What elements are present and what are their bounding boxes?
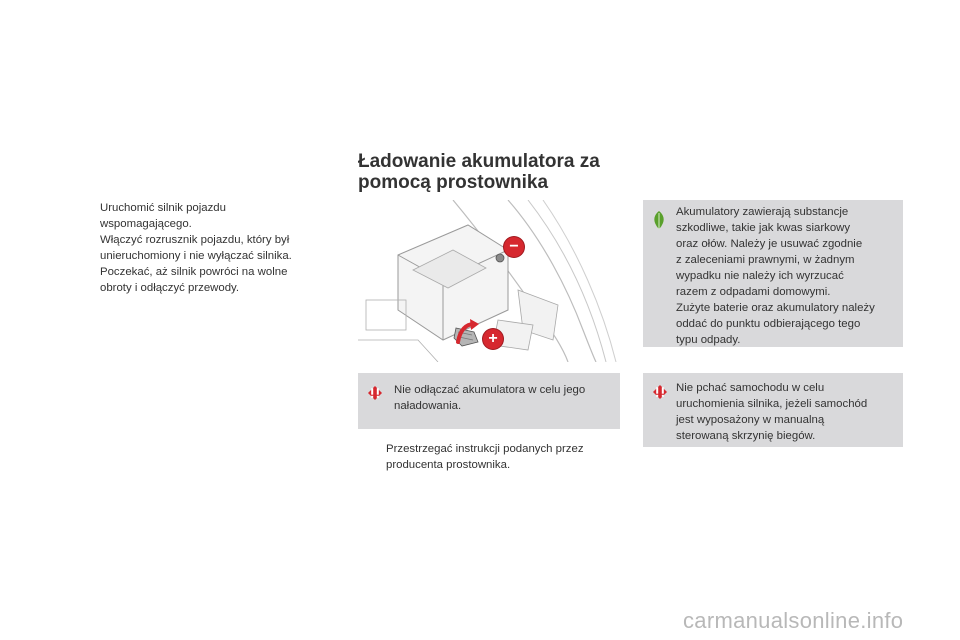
warning-box-push	[643, 373, 903, 447]
list-item-line: wspomagającego.	[100, 218, 192, 230]
list-item-line: obroty i odłączyć przewody.	[100, 282, 240, 294]
eco-note-line: razem z odpadami domowymi.	[676, 286, 831, 298]
list-item-line: Przestrzegać instrukcji podanych przez	[386, 443, 584, 455]
eco-note-line: z zaleceniami prawnymi, w żadnym	[676, 254, 855, 266]
warning-text-line: Nie odłączać akumulatora w celu jego	[394, 384, 586, 396]
minus-terminal-icon: −	[504, 237, 524, 257]
warning-text-line: jest wyposażony w manualną	[676, 414, 825, 426]
eco-note-line: Akumulatory zawierają substancje	[676, 206, 849, 218]
warning-text	[676, 380, 900, 444]
list-item-line: Poczekać, aż silnik powróci na wolne	[100, 266, 288, 278]
eco-note-line: oddać do punktu odbierającego tego	[676, 318, 861, 330]
eco-note-line: oraz ołów. Należy je usuwać zgodnie	[676, 238, 863, 250]
warning-text-line: uruchomienia silnika, jeżeli samochód	[676, 398, 868, 410]
battery-illustration	[358, 200, 620, 362]
eco-note-box	[643, 200, 903, 347]
warning-box-disconnect	[358, 373, 620, 429]
list-item	[78, 232, 328, 264]
warning-text-line: sterowaną skrzynię biegów.	[676, 430, 816, 442]
eco-note-text	[676, 204, 900, 348]
list-item	[364, 441, 620, 473]
list-item-line: Włączyć rozrusznik pojazdu, który był	[100, 234, 290, 246]
section-title-line: Ładowanie akumulatora za	[358, 151, 600, 172]
list-item	[78, 264, 328, 296]
warning-text	[394, 382, 614, 414]
left-instruction-list	[78, 200, 328, 296]
section-title	[358, 151, 638, 193]
eco-note-line: wypadku nie należy ich wyrzucać	[676, 270, 844, 282]
section-title-line: pomocą prostownika	[358, 172, 549, 193]
curved-arrow-icon	[454, 318, 482, 346]
warning-text-line: naładowania.	[394, 400, 462, 412]
watermark: carmanualsonline.info	[683, 608, 904, 633]
eco-note-line: typu odpady.	[676, 334, 741, 346]
charger-instruction-list	[364, 441, 620, 473]
warning-text-line: Nie pchać samochodu w celu	[676, 382, 825, 394]
list-item-line: Uruchomić silnik pojazdu	[100, 202, 226, 214]
eco-note-line: szkodliwe, takie jak kwas siarkowy	[676, 222, 851, 234]
plus-terminal-icon: +	[483, 329, 503, 349]
leaf-icon	[649, 210, 669, 230]
list-item-line: unieruchomiony i nie wyłączać silnika.	[100, 250, 292, 262]
eco-note-line: Zużyte baterie oraz akumulatory należy	[676, 302, 875, 314]
exclamation-icon	[365, 383, 385, 403]
exclamation-icon	[650, 382, 670, 402]
list-item-line: producenta prostownika.	[386, 459, 511, 471]
list-item	[78, 200, 328, 232]
